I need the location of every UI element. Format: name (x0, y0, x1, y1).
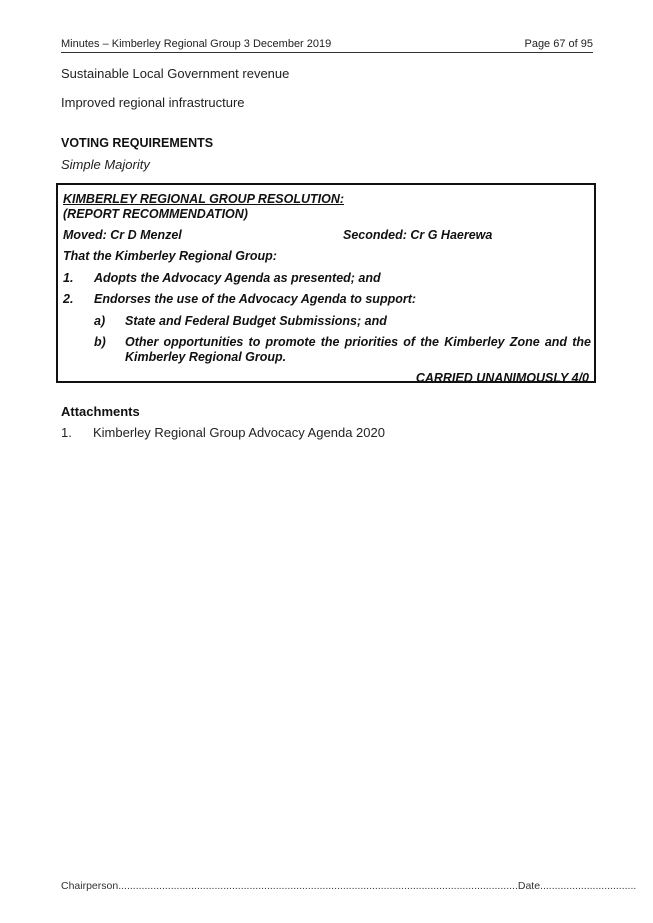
voting-requirements-value: Simple Majority (61, 157, 150, 172)
item-number: 2. (63, 292, 74, 306)
subitem-letter: b) (94, 335, 106, 349)
resolution-subtitle: (REPORT RECOMMENDATION) (63, 207, 248, 221)
attachment-number: 1. (61, 425, 72, 440)
subitem-letter: a) (94, 314, 106, 328)
voting-requirements-heading: VOTING REQUIREMENTS (61, 136, 214, 150)
body-line-2: Improved regional infrastructure (61, 95, 245, 110)
page-number: Page 67 of 95 (524, 38, 593, 50)
resolution-box (56, 183, 596, 383)
moved-by: Moved: Cr D Menzel (63, 228, 182, 242)
attachments-heading: Attachments (61, 404, 140, 419)
page-header (61, 38, 593, 53)
item-number: 1. (63, 271, 74, 285)
resolution-result: CARRIED UNANIMOUSLY 4/0 (415, 371, 589, 385)
body-line-1: Sustainable Local Government revenue (61, 66, 290, 81)
resolution-intro: That the Kimberley Regional Group: (63, 249, 277, 263)
item-text: Adopts the Advocacy Agenda as presented; and (94, 271, 381, 285)
signature-line: Chairperson.........................................................................................................................................Date................................. (61, 880, 637, 892)
document-title: Minutes – Kimberley Regional Group 3 December 2019 (61, 38, 332, 50)
attachment-item: Kimberley Regional Group Advocacy Agenda 2020 (93, 425, 385, 440)
subitem-text: Other opportunities to promote the priorities of the Kimberley Zone and the Kimberley Regional Group. (125, 335, 591, 364)
seconded-by: Seconded: Cr G Haerewa (343, 228, 493, 242)
resolution-title: KIMBERLEY REGIONAL GROUP RESOLUTION: (63, 192, 345, 206)
subitem-text: State and Federal Budget Submissions; and (125, 314, 387, 328)
item-text: Endorses the use of the Advocacy Agenda to support: (94, 292, 417, 306)
